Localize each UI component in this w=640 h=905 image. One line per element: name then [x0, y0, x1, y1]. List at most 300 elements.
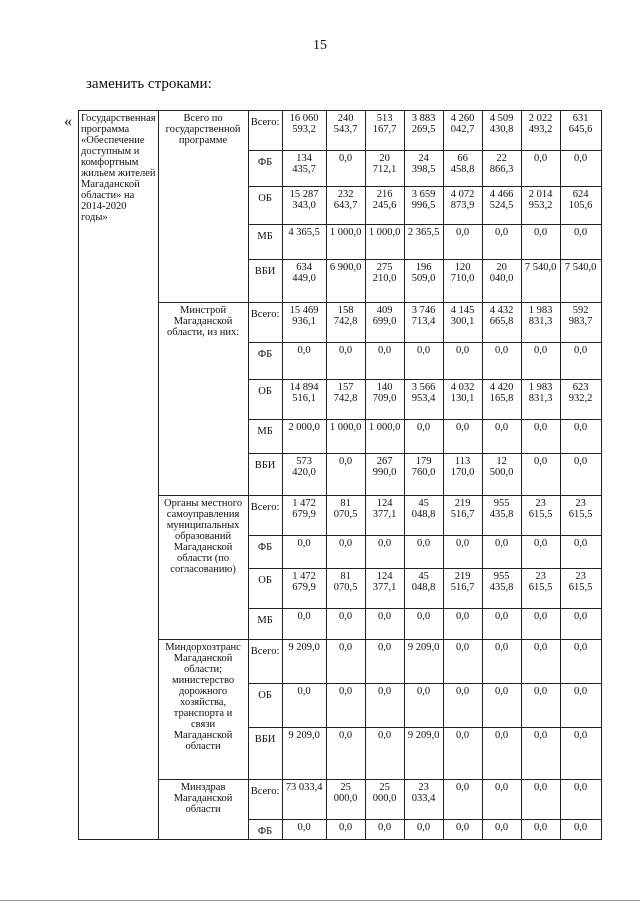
- amount-cell: [482, 303, 521, 343]
- amount-value: 0,0: [378, 538, 392, 549]
- amount-cell: [560, 684, 601, 728]
- amount-cell: [443, 260, 482, 303]
- amount-cell: [560, 496, 601, 536]
- amount-cell: [404, 820, 443, 840]
- amount-value: 158 742,8: [333, 305, 358, 327]
- amount-cell: [365, 536, 404, 569]
- amount-cell: [560, 728, 601, 780]
- amount-cell: [404, 569, 443, 609]
- amount-value: 1 000,0: [329, 227, 362, 238]
- amount-cell: [560, 303, 601, 343]
- amount-value: 275 210,0: [372, 262, 397, 284]
- amount-value: 1 000,0: [329, 422, 362, 433]
- amount-cell: [560, 187, 601, 225]
- funding-source-label: ОБ: [258, 193, 272, 204]
- amount-cell: [443, 780, 482, 820]
- amount-value: 81 070,5: [333, 498, 358, 520]
- amount-cell: [560, 454, 601, 496]
- amount-cell: [443, 187, 482, 225]
- amount-value: 955 435,8: [489, 571, 514, 593]
- amount-cell: [365, 640, 404, 684]
- amount-cell: [365, 111, 404, 151]
- amount-value: 0,0: [574, 822, 588, 833]
- amount-value: 0,0: [534, 227, 548, 238]
- amount-value: 4 072 873,9: [450, 189, 475, 211]
- amount-cell: [365, 569, 404, 609]
- amount-value: 0,0: [495, 345, 509, 356]
- amount-cell: [482, 728, 521, 780]
- amount-value: 0,0: [456, 422, 470, 433]
- executor-cell: Всего по государственной программе: [158, 111, 248, 303]
- amount-value: 0,0: [417, 422, 431, 433]
- amount-value: 0,0: [297, 611, 311, 622]
- amount-value: 1 472 679,9: [292, 498, 316, 520]
- amount-value: 3 746 713,4: [411, 305, 436, 327]
- funding-source-cell: [248, 536, 282, 569]
- funding-source-cell: [248, 496, 282, 536]
- amount-cell: [560, 536, 601, 569]
- amount-cell: [443, 820, 482, 840]
- amount-value: 23 033,4: [411, 782, 436, 804]
- funding-source-label: Всего:: [250, 117, 280, 128]
- amount-value: 4 509 430,8: [489, 113, 514, 135]
- amount-value: 7 540,0: [564, 262, 597, 273]
- amount-cell: [365, 225, 404, 260]
- funding-source-cell: [248, 569, 282, 609]
- amount-value: 24 398,5: [411, 153, 436, 175]
- amount-cell: [482, 496, 521, 536]
- program-name-cell: Государственная программа «Обеспечение доступным и комфортным жильем жителей Магаданской области» на 2014-2020 годы»: [79, 111, 159, 840]
- amount-cell: [443, 728, 482, 780]
- amount-value: 81 070,5: [333, 571, 358, 593]
- funding-source-label: ВБИ: [254, 266, 276, 277]
- amount-cell: [365, 820, 404, 840]
- amount-cell: [404, 260, 443, 303]
- amount-cell: [326, 536, 365, 569]
- amount-cell: [326, 780, 365, 820]
- amount-value: 2 000,0: [288, 422, 320, 433]
- amount-cell: [365, 380, 404, 420]
- amount-cell: [521, 343, 560, 380]
- amount-value: 0,0: [339, 345, 353, 356]
- amount-cell: [521, 454, 560, 496]
- amount-value: 0,0: [378, 611, 392, 622]
- funding-source-label: ФБ: [257, 349, 273, 360]
- amount-cell: [326, 111, 365, 151]
- amount-value: 0,0: [574, 538, 588, 549]
- amount-value: 140 709,0: [372, 382, 397, 404]
- amount-cell: [443, 536, 482, 569]
- amount-value: 0,0: [378, 345, 392, 356]
- amount-cell: [326, 260, 365, 303]
- amount-cell: [326, 420, 365, 454]
- amount-value: 0,0: [534, 456, 548, 467]
- funding-source-label: ВБИ: [254, 460, 276, 471]
- amount-value: 0,0: [417, 822, 431, 833]
- amount-value: 9 209,0: [288, 730, 320, 741]
- amount-cell: [404, 303, 443, 343]
- amount-value: 45 048,8: [411, 571, 436, 593]
- intro-text: заменить строками:: [86, 76, 212, 92]
- amount-cell: [404, 187, 443, 225]
- amount-value: 16 060 593,2: [289, 113, 319, 135]
- amount-cell: [443, 496, 482, 536]
- amount-cell: [282, 225, 326, 260]
- amount-cell: [521, 820, 560, 840]
- amount-value: 22 866,3: [489, 153, 514, 175]
- amount-cell: [443, 609, 482, 640]
- amount-value: 4 420 165,8: [489, 382, 514, 404]
- amount-cell: [443, 225, 482, 260]
- amount-value: 631 645,6: [568, 113, 593, 135]
- amount-value: 3 566 953,4: [411, 382, 436, 404]
- amount-value: 0,0: [456, 611, 470, 622]
- amount-cell: [560, 820, 601, 840]
- amount-cell: [560, 640, 601, 684]
- amount-cell: [365, 151, 404, 187]
- funding-source-label: ВБИ: [254, 734, 276, 745]
- table-row: [79, 111, 602, 151]
- amount-cell: [521, 260, 560, 303]
- amount-cell: [282, 640, 326, 684]
- amount-value: 0,0: [574, 642, 588, 653]
- amount-value: 0,0: [297, 822, 311, 833]
- amount-cell: [521, 780, 560, 820]
- amount-cell: [326, 151, 365, 187]
- amount-cell: [326, 609, 365, 640]
- amount-cell: [482, 609, 521, 640]
- amount-value: 955 435,8: [489, 498, 514, 520]
- amount-value: 2 022 493,2: [528, 113, 553, 135]
- amount-cell: [521, 225, 560, 260]
- amount-cell: [482, 111, 521, 151]
- amount-value: 513 167,7: [372, 113, 397, 135]
- amount-value: 134 435,7: [292, 153, 316, 175]
- funding-source-label: ОБ: [258, 386, 272, 397]
- opening-quote: «: [64, 113, 72, 130]
- amount-cell: [560, 343, 601, 380]
- amount-value: 0,0: [534, 730, 548, 741]
- executor-cell: Органы местного самоуправления муниципальных образований Магаданской области (по согласованию): [158, 496, 248, 640]
- amount-cell: [404, 496, 443, 536]
- amount-value: 23 615,5: [528, 571, 553, 593]
- executor-cell: Минздрав Магаданской области: [158, 780, 248, 840]
- amount-cell: [404, 420, 443, 454]
- amount-cell: [482, 187, 521, 225]
- funding-source-cell: [248, 151, 282, 187]
- funding-source-label: ОБ: [258, 575, 272, 586]
- amount-value: 0,0: [574, 227, 588, 238]
- amount-cell: [521, 569, 560, 609]
- amount-value: 0,0: [378, 686, 392, 697]
- amount-cell: [282, 684, 326, 728]
- amount-cell: [282, 260, 326, 303]
- amount-value: 634 449,0: [292, 262, 316, 284]
- amount-value: 0,0: [495, 730, 509, 741]
- amount-cell: [482, 820, 521, 840]
- funding-source-cell: [248, 260, 282, 303]
- funding-source-label: ФБ: [257, 157, 273, 168]
- funding-source-cell: [248, 187, 282, 225]
- amount-value: 9 209,0: [407, 642, 440, 653]
- budget-table: [78, 110, 602, 840]
- amount-cell: [404, 225, 443, 260]
- amount-cell: [521, 536, 560, 569]
- amount-cell: [482, 536, 521, 569]
- amount-value: 124 377,1: [372, 498, 397, 520]
- amount-value: 0,0: [574, 456, 588, 467]
- amount-value: 4 260 042,7: [450, 113, 475, 135]
- amount-cell: [560, 569, 601, 609]
- amount-cell: [560, 151, 601, 187]
- amount-cell: [282, 343, 326, 380]
- amount-cell: [326, 640, 365, 684]
- amount-value: 0,0: [456, 730, 470, 741]
- funding-source-cell: [248, 343, 282, 380]
- amount-cell: [560, 609, 601, 640]
- amount-value: 0,0: [534, 611, 548, 622]
- amount-value: 0,0: [534, 822, 548, 833]
- amount-value: 0,0: [297, 345, 311, 356]
- amount-value: 0,0: [297, 686, 311, 697]
- amount-value: 20 712,1: [372, 153, 397, 175]
- amount-value: 0,0: [378, 730, 392, 741]
- amount-cell: [443, 380, 482, 420]
- amount-value: 1 472 679,9: [292, 571, 316, 593]
- funding-source-cell: [248, 303, 282, 343]
- amount-value: 1 000,0: [368, 227, 401, 238]
- amount-cell: [404, 380, 443, 420]
- funding-source-cell: [248, 640, 282, 684]
- amount-value: 0,0: [574, 345, 588, 356]
- amount-value: 0,0: [534, 686, 548, 697]
- amount-value: 232 643,7: [333, 189, 358, 211]
- amount-value: 0,0: [456, 782, 470, 793]
- amount-value: 0,0: [495, 822, 509, 833]
- amount-value: 0,0: [574, 611, 588, 622]
- amount-value: 216 245,6: [372, 189, 397, 211]
- funding-source-cell: [248, 728, 282, 780]
- amount-cell: [404, 728, 443, 780]
- executor-cell: Миндорхозтранс Магаданской области; министерство дорожного хозяйства, транспорта и связи Магаданской области: [158, 640, 248, 780]
- amount-value: 219 516,7: [450, 571, 475, 593]
- amount-cell: [282, 780, 326, 820]
- amount-value: 0,0: [339, 538, 353, 549]
- amount-value: 15 469 936,1: [289, 305, 319, 327]
- funding-source-cell: [248, 111, 282, 151]
- amount-value: 4 145 300,1: [450, 305, 475, 327]
- funding-source-label: Всего:: [250, 309, 280, 320]
- amount-cell: [365, 780, 404, 820]
- amount-value: 0,0: [456, 822, 470, 833]
- amount-value: 0,0: [456, 642, 470, 653]
- amount-value: 0,0: [495, 538, 509, 549]
- amount-value: 0,0: [456, 227, 470, 238]
- amount-cell: [326, 569, 365, 609]
- amount-cell: [560, 260, 601, 303]
- amount-cell: [443, 569, 482, 609]
- amount-cell: [443, 640, 482, 684]
- amount-value: 4 466 524,5: [489, 189, 514, 211]
- amount-value: 267 990,0: [372, 456, 397, 478]
- amount-cell: [482, 260, 521, 303]
- amount-value: 592 983,7: [568, 305, 593, 327]
- amount-cell: [404, 609, 443, 640]
- amount-cell: [404, 454, 443, 496]
- amount-value: 23 615,5: [528, 498, 553, 520]
- amount-cell: [282, 820, 326, 840]
- amount-cell: [482, 420, 521, 454]
- amount-value: 4 365,5: [288, 227, 320, 238]
- amount-cell: [443, 151, 482, 187]
- amount-cell: [482, 454, 521, 496]
- amount-cell: [365, 609, 404, 640]
- amount-value: 0,0: [297, 538, 311, 549]
- funding-source-cell: [248, 454, 282, 496]
- amount-value: 73 033,4: [285, 782, 323, 793]
- amount-cell: [326, 343, 365, 380]
- amount-cell: [282, 420, 326, 454]
- amount-cell: [482, 343, 521, 380]
- amount-value: 0,0: [534, 642, 548, 653]
- amount-cell: [521, 303, 560, 343]
- amount-cell: [404, 640, 443, 684]
- amount-cell: [443, 303, 482, 343]
- amount-value: 0,0: [339, 153, 353, 164]
- amount-value: 0,0: [417, 345, 431, 356]
- amount-value: 0,0: [339, 686, 353, 697]
- amount-value: 2 014 953,2: [528, 189, 553, 211]
- amount-value: 15 287 343,0: [289, 189, 319, 211]
- amount-value: 196 509,0: [411, 262, 436, 284]
- amount-value: 0,0: [495, 686, 509, 697]
- page-number: 15: [313, 38, 327, 53]
- amount-value: 179 760,0: [411, 456, 436, 478]
- amount-value: 0,0: [574, 782, 588, 793]
- amount-cell: [282, 569, 326, 609]
- amount-cell: [404, 684, 443, 728]
- amount-value: 0,0: [378, 822, 392, 833]
- amount-cell: [282, 111, 326, 151]
- amount-cell: [326, 454, 365, 496]
- amount-cell: [282, 728, 326, 780]
- amount-cell: [482, 640, 521, 684]
- amount-cell: [365, 454, 404, 496]
- amount-value: 623 932,2: [568, 382, 593, 404]
- amount-value: 0,0: [339, 611, 353, 622]
- amount-value: 0,0: [574, 730, 588, 741]
- amount-value: 0,0: [417, 611, 431, 622]
- amount-cell: [560, 380, 601, 420]
- amount-cell: [443, 454, 482, 496]
- amount-cell: [404, 343, 443, 380]
- amount-cell: [365, 303, 404, 343]
- executor-cell: Минстрой Магаданской области, из них:: [158, 303, 248, 496]
- amount-cell: [482, 780, 521, 820]
- amount-value: 45 048,8: [411, 498, 436, 520]
- amount-value: 3 883 269,5: [411, 113, 436, 135]
- amount-value: 0,0: [534, 782, 548, 793]
- amount-cell: [365, 684, 404, 728]
- funding-source-cell: [248, 225, 282, 260]
- amount-cell: [560, 225, 601, 260]
- funding-source-cell: [248, 684, 282, 728]
- funding-source-cell: [248, 780, 282, 820]
- funding-source-label: ФБ: [257, 826, 273, 837]
- amount-value: 0,0: [495, 611, 509, 622]
- amount-cell: [482, 684, 521, 728]
- amount-cell: [404, 780, 443, 820]
- amount-value: 7 540,0: [524, 262, 557, 273]
- amount-cell: [521, 640, 560, 684]
- amount-value: 0,0: [378, 642, 392, 653]
- amount-cell: [326, 496, 365, 536]
- budget-table-body: [79, 111, 602, 840]
- amount-value: 9 209,0: [288, 642, 320, 653]
- funding-source-cell: [248, 820, 282, 840]
- amount-value: 219 516,7: [450, 498, 475, 520]
- amount-value: 0,0: [495, 227, 509, 238]
- amount-cell: [365, 343, 404, 380]
- amount-cell: [282, 536, 326, 569]
- amount-cell: [482, 225, 521, 260]
- amount-cell: [482, 569, 521, 609]
- amount-value: 0,0: [534, 422, 548, 433]
- amount-cell: [404, 151, 443, 187]
- amount-value: 120 710,0: [450, 262, 475, 284]
- amount-value: 23 615,5: [568, 498, 593, 520]
- amount-cell: [404, 536, 443, 569]
- amount-value: 0,0: [417, 686, 431, 697]
- amount-value: 25 000,0: [333, 782, 358, 804]
- funding-source-label: МБ: [257, 426, 273, 437]
- amount-cell: [326, 225, 365, 260]
- amount-value: 6 900,0: [329, 262, 362, 273]
- amount-value: 1 983 831,3: [528, 305, 553, 327]
- amount-value: 240 543,7: [333, 113, 358, 135]
- amount-cell: [404, 111, 443, 151]
- funding-source-label: ФБ: [257, 542, 273, 553]
- funding-source-cell: [248, 609, 282, 640]
- amount-cell: [365, 728, 404, 780]
- amount-cell: [521, 609, 560, 640]
- amount-value: 0,0: [456, 686, 470, 697]
- amount-value: 624 105,6: [568, 189, 593, 211]
- amount-value: 0,0: [339, 456, 353, 467]
- funding-source-label: МБ: [257, 615, 273, 626]
- amount-value: 157 742,8: [333, 382, 358, 404]
- amount-cell: [443, 111, 482, 151]
- amount-cell: [282, 303, 326, 343]
- amount-cell: [443, 684, 482, 728]
- amount-value: 14 894 516,1: [289, 382, 319, 404]
- amount-value: 66 458,8: [450, 153, 475, 175]
- amount-value: 0,0: [574, 153, 588, 164]
- amount-cell: [521, 111, 560, 151]
- amount-cell: [365, 187, 404, 225]
- amount-value: 12 500,0: [489, 456, 514, 478]
- amount-value: 20 040,0: [489, 262, 514, 284]
- amount-value: 0,0: [456, 345, 470, 356]
- amount-value: 0,0: [534, 153, 548, 164]
- amount-cell: [482, 380, 521, 420]
- amount-value: 0,0: [339, 730, 353, 741]
- amount-cell: [282, 454, 326, 496]
- amount-cell: [521, 187, 560, 225]
- amount-cell: [443, 343, 482, 380]
- amount-value: 0,0: [495, 782, 509, 793]
- funding-source-label: МБ: [257, 231, 273, 242]
